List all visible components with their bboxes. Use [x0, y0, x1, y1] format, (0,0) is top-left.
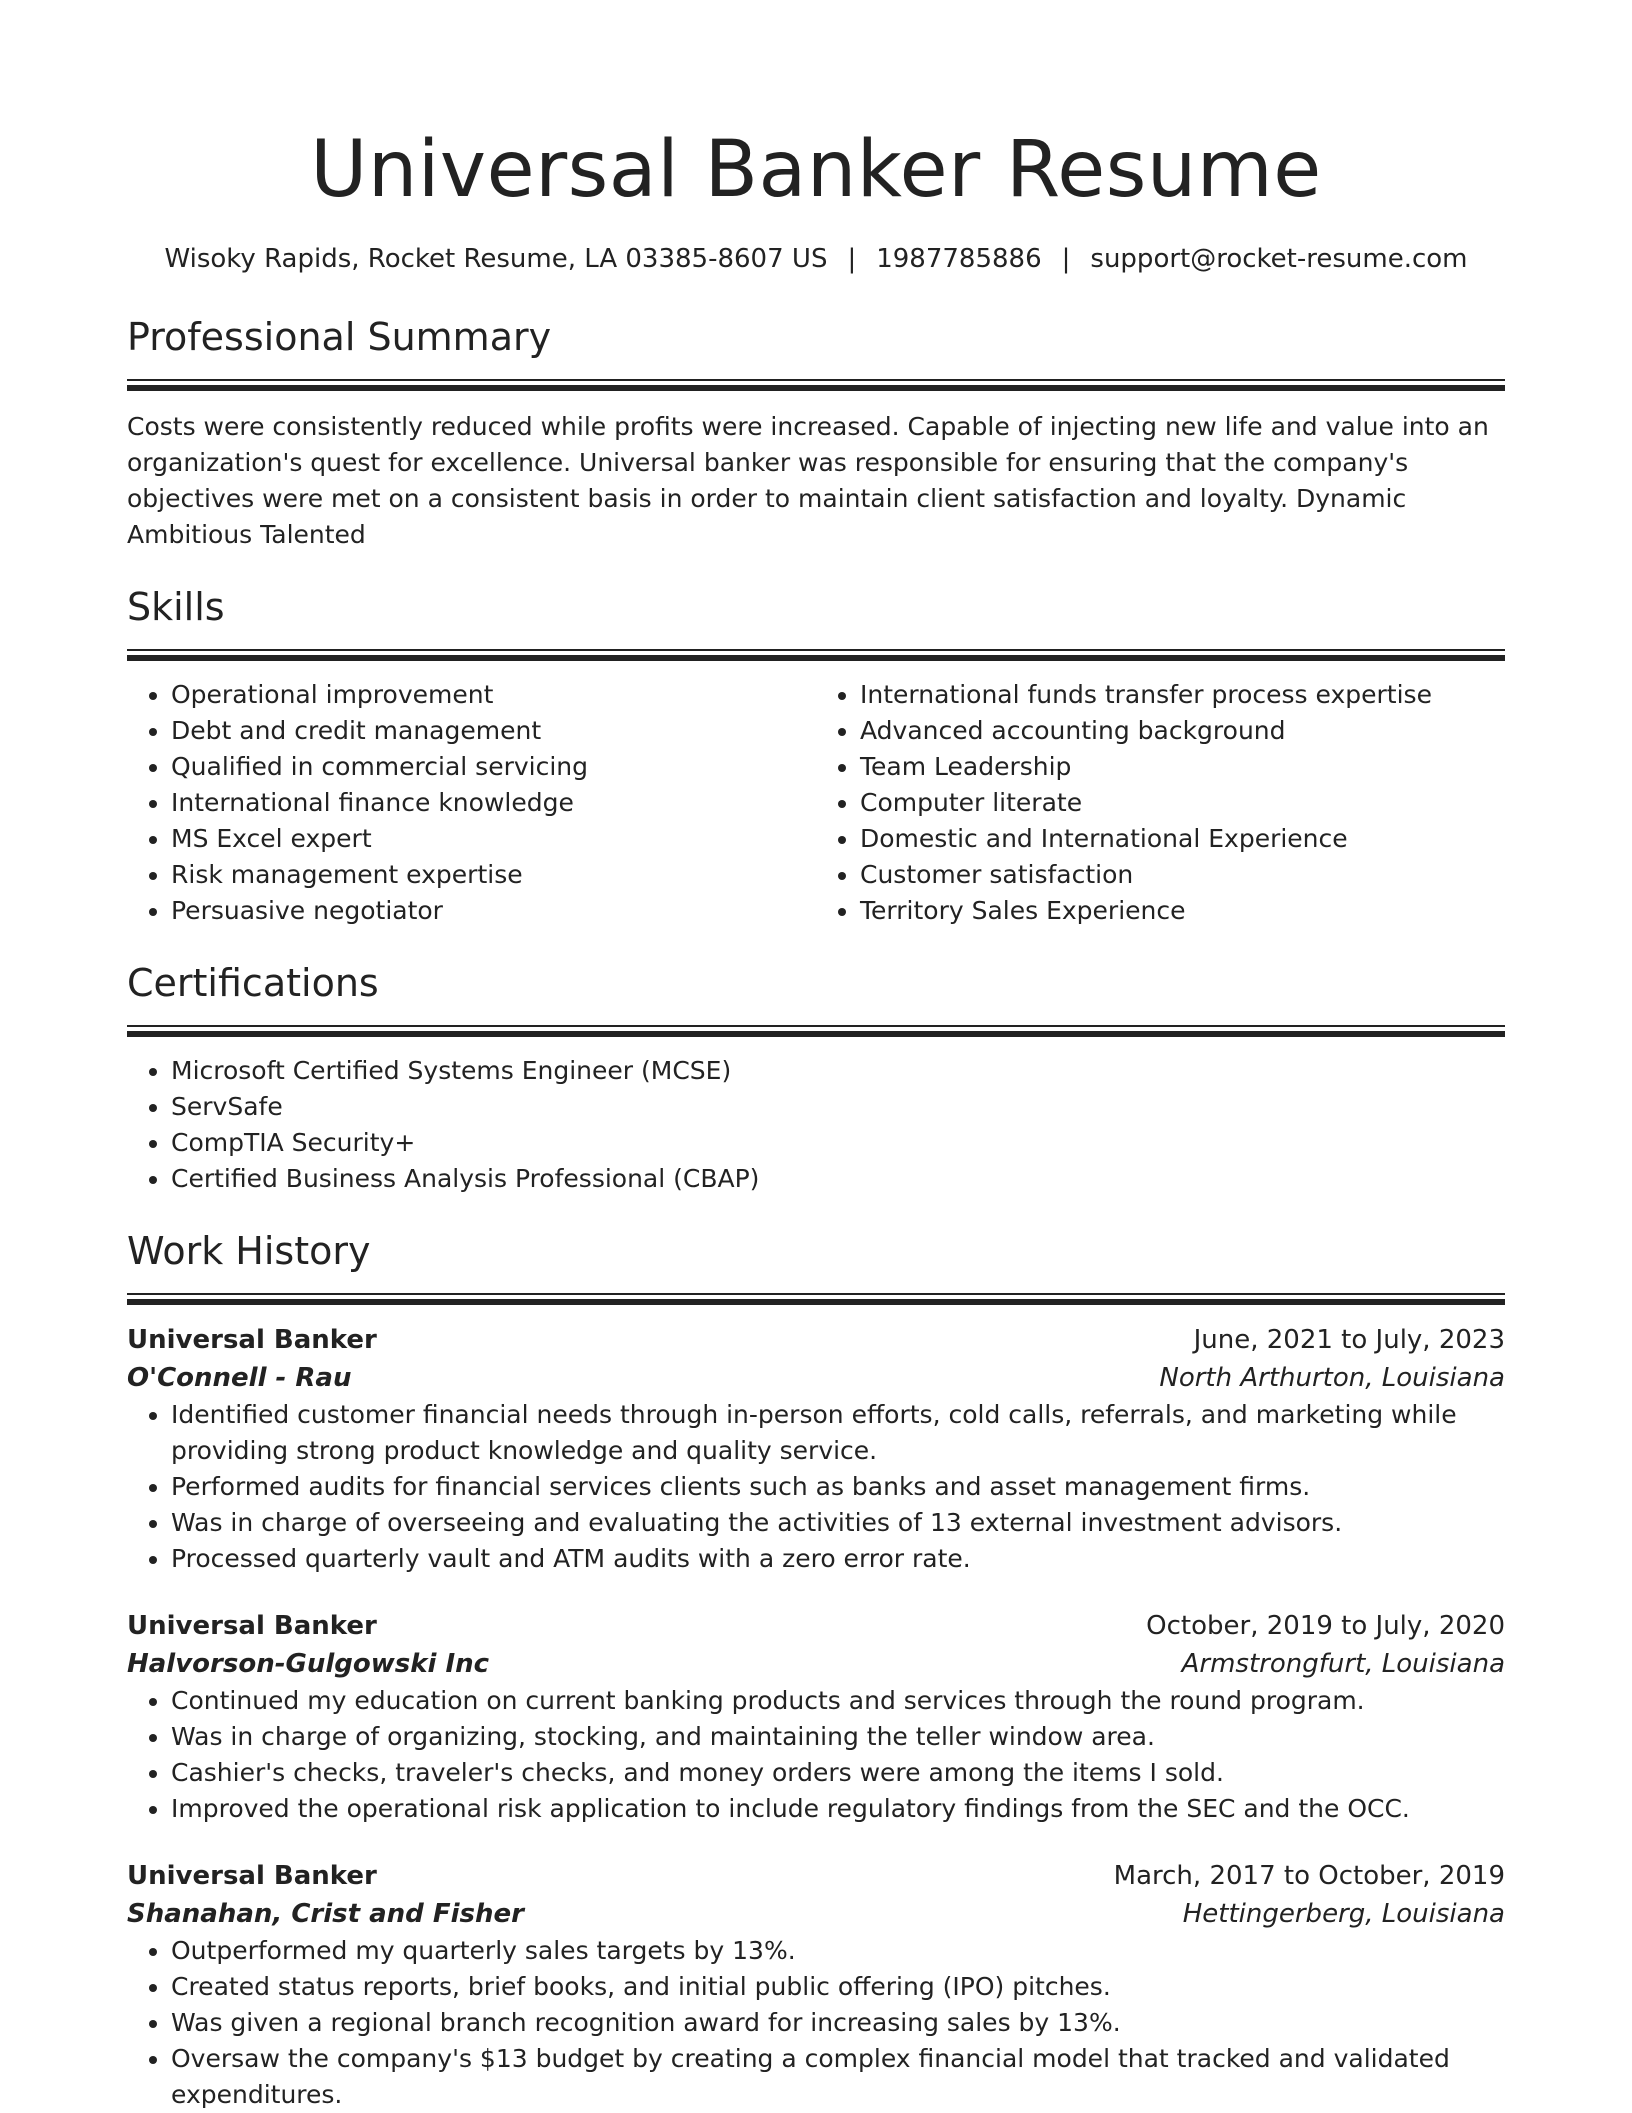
- job-location: Hettingerberg, Louisiana: [1182, 1899, 1505, 1929]
- skill-item: • International funds transfer process expertise: [860, 677, 1505, 713]
- job-subheader: [127, 1895, 1505, 1933]
- job-bullet: • Cashier's checks, traveler's checks, and money orders were among the items I sold.: [171, 1755, 1505, 1791]
- skill-item: • Advanced accounting background: [860, 713, 1505, 749]
- certification-item: • CompTIA Security+: [171, 1125, 1505, 1161]
- section-divider: [127, 1025, 1505, 1037]
- section-divider: [127, 379, 1505, 391]
- skill-item: • Persuasive negotiator: [171, 893, 816, 929]
- skill-item: • Computer literate: [860, 785, 1505, 821]
- summary-text: Costs were consistently reduced while profits were increased. Capable of injecting new life and value into an organization's quest for excellence. Universal banker was responsible for ensuring that the company's objectives were met on a consistent basis in order to maintain client satisfaction and loyalty. Dynamic Ambitious Talented: [127, 412, 1489, 549]
- contact-line: [127, 241, 1505, 277]
- skill-item: • Debt and credit management: [171, 713, 816, 749]
- certification-item: • Microsoft Certified Systems Engineer (MCSE): [171, 1053, 1505, 1089]
- skill-item: • Operational improvement: [171, 677, 816, 713]
- contact-phone: 1987785886: [876, 244, 1042, 274]
- skills-list-left: [127, 677, 816, 929]
- resume-title: Universal Banker Resume: [310, 125, 1322, 215]
- job-bullet: • Was in charge of overseeing and evaluating the activities of 13 external investment advisors.: [171, 1505, 1505, 1541]
- job-location: Armstrongfurt, Louisiana: [1181, 1649, 1505, 1679]
- job-bullet: • Identified customer financial needs through in-person efforts, cold calls, referrals, and marketing while providing strong product knowledge and quality service.: [171, 1397, 1505, 1469]
- job-title: Universal Banker: [127, 1861, 377, 1891]
- section-title-certifications: Certifications: [127, 961, 379, 1005]
- work-history-section: [127, 1225, 1505, 2113]
- skill-item: • Domestic and International Experience: [860, 821, 1505, 857]
- skills-columns: [127, 677, 1505, 929]
- job-subheader: [127, 1645, 1505, 1683]
- skill-item: • Risk management expertise: [171, 857, 816, 893]
- section-title-skills: Skills: [127, 585, 225, 629]
- skill-item: • Qualified in commercial servicing: [171, 749, 816, 785]
- job-entry: [127, 1321, 1505, 1577]
- skill-item: • International finance knowledge: [171, 785, 816, 821]
- job-title: Universal Banker: [127, 1325, 377, 1355]
- skill-item: • Territory Sales Experience: [860, 893, 1505, 929]
- job-bullet: • Processed quarterly vault and ATM audits with a zero error rate.: [171, 1541, 1505, 1577]
- job-bullets: [127, 1683, 1505, 1827]
- job-header: [127, 1607, 1505, 1645]
- contact-separator: |: [847, 244, 857, 274]
- job-bullets: [127, 1397, 1505, 1577]
- skills-column-left: [127, 677, 816, 929]
- job-bullet: • Continued my education on current banking products and services through the round program.: [171, 1683, 1505, 1719]
- job-bullet: • Was given a regional branch recognition award for increasing sales by 13%.: [171, 2005, 1505, 2041]
- job-bullet: • Created status reports, brief books, and initial public offering (IPO) pitches.: [171, 1969, 1505, 2005]
- job-entry: [127, 1607, 1505, 1827]
- certifications-list: [127, 1053, 1505, 1197]
- skills-section: [127, 581, 1505, 929]
- skills-column-right: [816, 677, 1505, 929]
- job-header: [127, 1857, 1505, 1895]
- certifications-section: [127, 957, 1505, 1197]
- job-company: Halvorson-Gulgowski Inc: [127, 1649, 490, 1679]
- section-title-work-history: Work History: [127, 1229, 371, 1273]
- job-location: North Arthurton, Louisiana: [1159, 1363, 1505, 1393]
- skills-list-right: [816, 677, 1505, 929]
- contact-separator: |: [1061, 244, 1071, 274]
- job-bullet: • Performed audits for financial services clients such as banks and asset management firms.: [171, 1469, 1505, 1505]
- job-dates: October, 2019 to July, 2020: [1146, 1611, 1505, 1641]
- summary-section: [127, 311, 1505, 553]
- section-divider: [127, 649, 1505, 661]
- job-company: O'Connell - Rau: [127, 1363, 352, 1393]
- job-dates: June, 2021 to July, 2023: [1193, 1325, 1505, 1355]
- job-title: Universal Banker: [127, 1611, 377, 1641]
- job-entry: [127, 1857, 1505, 2113]
- contact-email[interactable]: support@rocket-resume.com: [1090, 244, 1468, 274]
- job-bullet: • Oversaw the company's $13 budget by creating a complex financial model that tracked and validated expenditures.: [171, 2041, 1505, 2113]
- job-header: [127, 1321, 1505, 1359]
- section-title-summary: Professional Summary: [127, 315, 552, 359]
- skill-item: • MS Excel expert: [171, 821, 816, 857]
- certification-item: • Certified Business Analysis Professional (CBAP): [171, 1161, 1505, 1197]
- section-divider: [127, 1293, 1505, 1305]
- job-company: Shanahan, Crist and Fisher: [127, 1899, 524, 1929]
- job-bullet: • Outperformed my quarterly sales targets by 13%.: [171, 1933, 1505, 1969]
- job-bullet: • Improved the operational risk application to include regulatory findings from the SEC and the OCC.: [171, 1791, 1505, 1827]
- job-dates: March, 2017 to October, 2019: [1113, 1861, 1505, 1891]
- certification-item: • ServSafe: [171, 1089, 1505, 1125]
- job-bullets: [127, 1933, 1505, 2113]
- job-subheader: [127, 1359, 1505, 1397]
- skill-item: • Customer satisfaction: [860, 857, 1505, 893]
- skill-item: • Team Leadership: [860, 749, 1505, 785]
- job-bullet: • Was in charge of organizing, stocking, and maintaining the teller window area.: [171, 1719, 1505, 1755]
- contact-address: Wisoky Rapids, Rocket Resume, LA 03385-8607 US: [164, 244, 828, 274]
